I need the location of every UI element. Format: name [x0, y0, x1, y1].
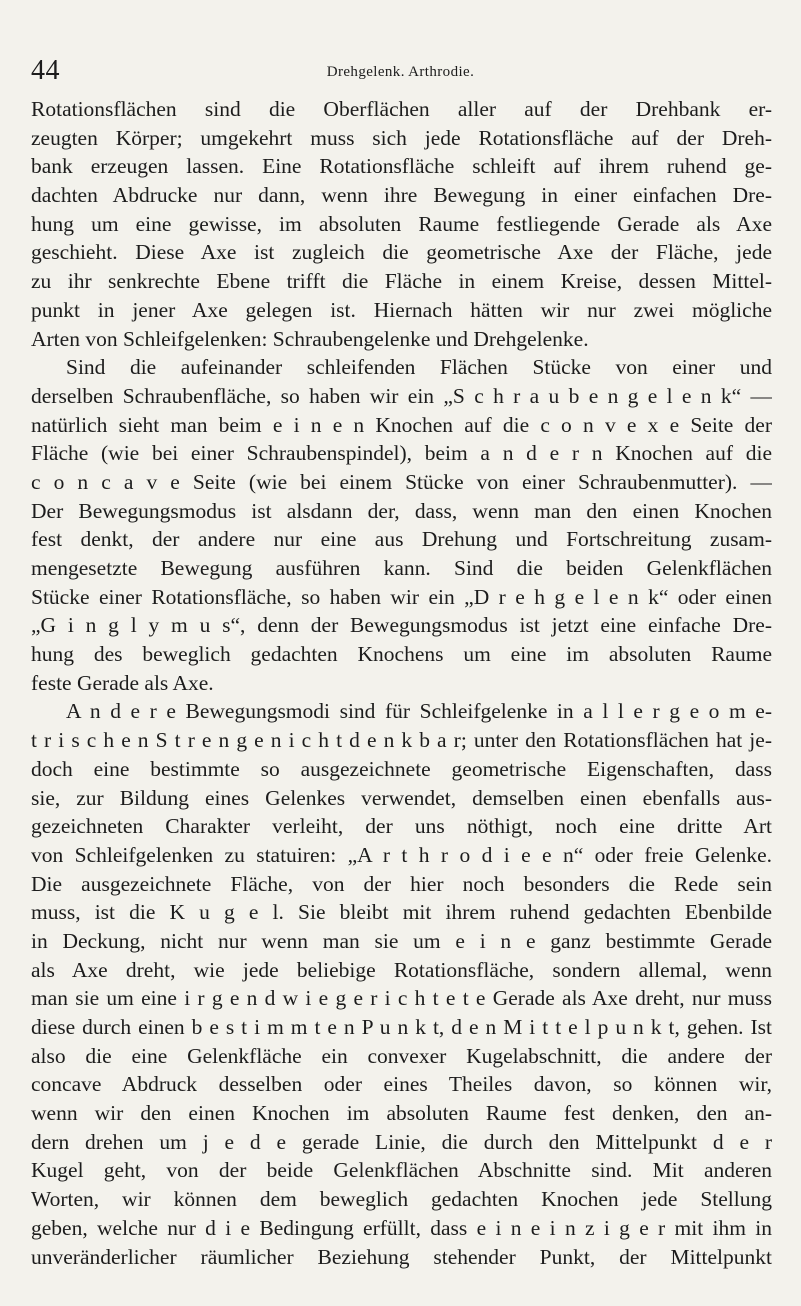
body-text — [31, 95, 772, 1271]
text-line: mengesetzte Bewegung ausführen kann. Sind die beiden Gelenkflächen — [31, 556, 772, 580]
text-line: Worten, wir können dem beweglich gedachten Knochen jede Stellung — [31, 1187, 772, 1212]
text-line: punkt in jener Axe gelegen ist. Hiernach hätten wir nur zwei mögliche — [31, 297, 772, 322]
text-line: „G i n g l y m u s“, denn der Bewegungsmodus ist jetzt eine einfache Dre- — [31, 613, 772, 638]
text-line: muss, ist die K u g e l. Sie bleibt mit ihrem ruhend gedachten Ebenbilde — [31, 900, 772, 925]
text-line: dachten Abdrucke nur dann, wenn ihre Bewegung in einer einfachen Dre- — [31, 183, 772, 208]
text-line: zeugten Körper; umgekehrt muss sich jede Rotationsfläche auf der Dreh- — [31, 125, 772, 150]
text-line: derselben Schraubenfläche, so haben wir ein „S c h r a u b e n g e l e n k“ — — [31, 383, 772, 408]
text-line: A n d e r e Bewegungsmodi sind für Schleifgelenke in a l l e r g e o m e- — [66, 699, 772, 724]
text-line: zu ihr senkrechte Ebene trifft die Fläche in einem Kreise, dessen Mittel- — [31, 269, 772, 294]
text-line: natürlich sieht man beim e i n e n Knochen auf die c o n v e x e Seite der — [31, 412, 772, 437]
text-line: hung des beweglich gedachten Knochens um eine im absoluten Raume — [31, 642, 772, 667]
text-line: concave Abdruck desselben oder eines Theiles davon, so können wir, — [31, 1072, 772, 1097]
text-line: gezeichneten Charakter verleiht, der uns nöthigt, noch eine dritte Art — [31, 814, 772, 839]
text-line: wenn wir den einen Knochen im absoluten Raume fest denken, den an- — [31, 1101, 772, 1126]
text-line: diese durch einen b e s t i m m t e n P u n k t, d e n M i t t e l p u n k t, gehen. Ist — [31, 1015, 772, 1039]
text-line: sie, zur Bildung eines Gelenkes verwendet, demselben einen ebenfalls aus- — [31, 785, 772, 810]
text-line: t r i s c h e n S t r e n g e n i c h t d e n k b a r; unter den Rotationsflächen hat je- — [31, 728, 772, 753]
page-number: 44 — [31, 55, 60, 86]
text-line: als Axe dreht, wie jede beliebige Rotationsfläche, sondern allemal, wenn — [31, 957, 772, 982]
text-line: geschieht. Diese Axe ist zugleich die geometrische Axe der Fläche, jede — [31, 240, 772, 265]
text-line: geben, welche nur d i e Bedingung erfüllt, dass e i n e i n z i g e r mit ihm in — [31, 1215, 772, 1240]
page-header — [31, 56, 770, 86]
text-line: bank erzeugen lassen. Eine Rotationsfläche schleift auf ihrem ruhend ge- — [31, 154, 772, 179]
text-line: unveränderlicher räumlicher Beziehung stehender Punkt, der Mittelpunkt — [31, 1244, 772, 1269]
text-line: hung um eine gewisse, im absoluten Raume festliegende Gerade als Axe — [31, 211, 772, 236]
running-head: Drehgelenk. Arthrodie. — [326, 64, 475, 80]
text-line: fest denkt, der andere nur eine aus Drehung und Fortschreitung zusam- — [31, 527, 772, 552]
text-line: doch eine bestimmte so ausgezeichnete geometrische Eigenschaften, dass — [31, 756, 772, 781]
text-line: Sind die aufeinander schleifenden Flächen Stücke von einer und — [66, 355, 772, 380]
text-line: Die ausgezeichnete Fläche, von der hier noch besonders die Rede sein — [31, 871, 772, 896]
text-line: in Deckung, nicht nur wenn man sie um e i n e ganz bestimmte Gerade — [31, 928, 772, 953]
text-line: Arten von Schleifgelenken: Schraubengelenke und Drehgelenke. — [31, 326, 589, 351]
text-line: Kugel geht, von der beide Gelenkflächen Abschnitte sind. Mit anderen — [31, 1158, 772, 1183]
text-line: man sie um eine i r g e n d w i e g e r i c h t e t e Gerade als Axe dreht, nur muss — [31, 986, 772, 1011]
text-line: Stücke einer Rotationsfläche, so haben wir ein „D r e h g e l e n k“ oder einen — [31, 584, 772, 609]
text-line: Rotationsflächen sind die Oberflächen aller auf der Drehbank er- — [31, 97, 772, 121]
text-line: feste Gerade als Axe. — [31, 670, 214, 695]
text-line: von Schleifgelenken zu statuiren: „A r t h r o d i e e n“ oder freie Gelenke. — [31, 842, 772, 867]
text-line: Der Bewegungsmodus ist alsdann der, dass, wenn man den einen Knochen — [31, 498, 772, 523]
text-line: dern drehen um j e d e gerade Linie, die durch den Mittelpunkt d e r — [31, 1129, 772, 1154]
text-line: c o n c a v e Seite (wie bei einem Stücke von einer Schraubenmutter). — — [31, 469, 772, 494]
text-line: Fläche (wie bei einer Schraubenspindel), beim a n d e r n Knochen auf die — [31, 441, 772, 466]
text-line: also die eine Gelenkfläche ein convexer Kugelabschnitt, die andere der — [31, 1043, 772, 1068]
